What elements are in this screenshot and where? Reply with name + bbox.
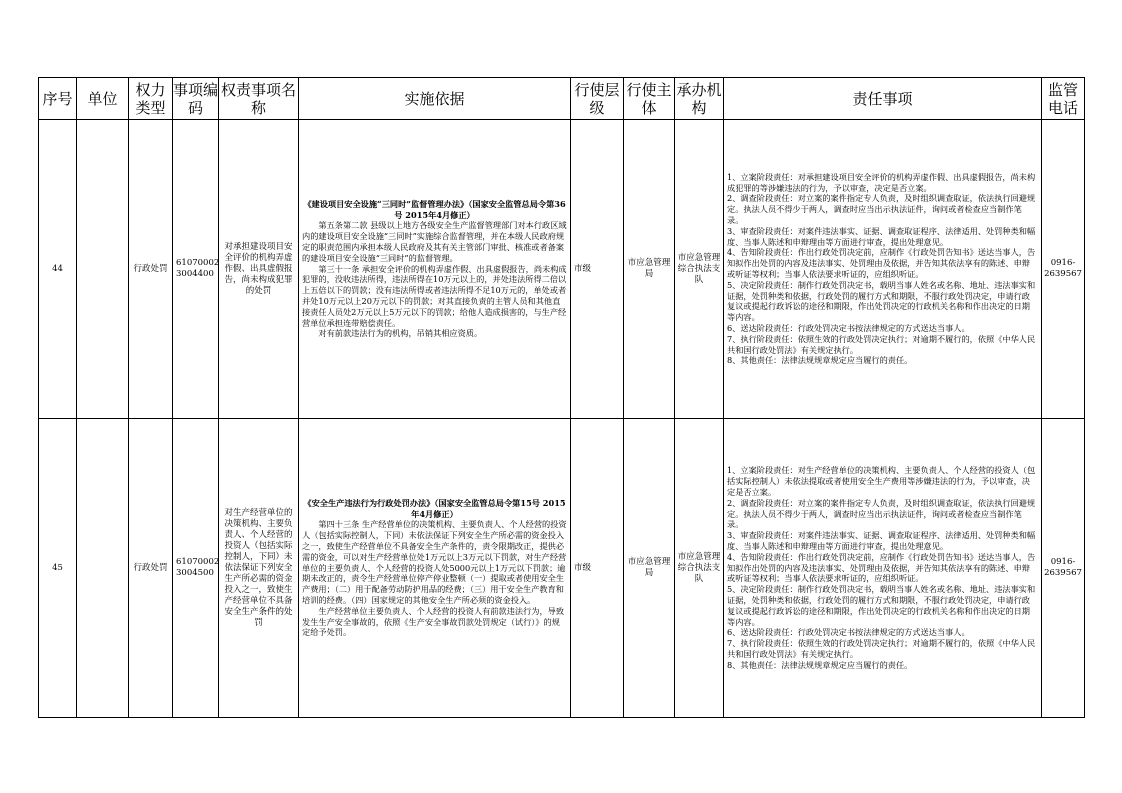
responsibility-item: 3、审查阶段责任：对案件违法事实、证据、调查取证程序、法律适用、处罚种类和幅度、当事人陈述和申辩理由等方面进行审查，提出处理意见。: [727, 225, 1036, 247]
header-code: 事项编码: [173, 78, 219, 120]
responsibility-item: 7、执行阶段责任：依照生效的行政处罚决定执行；对逾期不履行的，依照《中华人民共和国行政处罚法》有关规定执行。: [727, 333, 1036, 355]
header-power-type: 权力类型: [129, 78, 173, 120]
cell-seq: 44: [39, 120, 77, 419]
responsibility-item: 8、其他责任：法律法规规章规定应当履行的责任。: [727, 659, 913, 670]
basis-title: 《建设项目安全设施“三同时”监督管理办法》（国家安全监管总局令第36号 2015年4月修正）: [303, 198, 566, 220]
table-row: [39, 419, 1085, 718]
header-basis: 实施依据: [299, 78, 571, 120]
cell-phone: 0916-2639567: [1042, 419, 1085, 718]
header-item-name: 权责事项名称: [219, 78, 299, 120]
responsibility-item: 6、送达阶段责任：行政处罚决定书按法律规定的方式送达当事人。: [727, 322, 970, 333]
cell-seq: 45: [39, 419, 77, 718]
basis-paragraph: 第五条第二款 县级以上地方各级安全生产监督管理部门对本行政区域内的建设项目安全设施“三同时”实施综合监督管理，并在本级人民政府规定的职责范围内承担本级人民政府及其有关主管部门审批、核准或者备案的建设项目安全设施“三同时”的监督管理。: [302, 220, 567, 263]
cell-basis: [299, 120, 571, 419]
header-responsibility: 责任事项: [724, 78, 1042, 120]
responsibility-item: 4、告知阶段责任：作出行政处罚决定前，应制作《行政处罚告知书》送达当事人，告知拟作出处罚的内容及违法事实、处罚理由及依据，并告知其依法享有的陈述、申辩或听证等权利；当事人依法要求听证的，应组织听证。: [727, 551, 1036, 584]
header-subject: 行使主体: [624, 78, 675, 120]
cell-item-name: 对承担建设项目安全评价的机构弄虚作假、出具虚假报告，尚未构成犯罪的处罚: [219, 120, 299, 419]
cell-level: 市级: [571, 120, 624, 419]
cell-code: 61070002 3004400: [173, 120, 219, 419]
responsibility-item: 5、决定阶段责任：制作行政处罚决定书，载明当事人姓名或名称、地址、违法事实和证据，处罚种类和依据，行政处罚的履行方式和期限，不服行政处罚决定，申请行政复议或提起行政诉讼的途径和期限，作出处罚决定的行政机关名称和作出决定的日期等内容。: [727, 584, 1036, 627]
cell-responsibility: [724, 120, 1042, 419]
cell-subject: 市应急管理局: [624, 120, 675, 419]
basis-title: 《安全生产违法行为行政处罚办法》（国家安全监管总局令第15号 2015年4月修正）: [303, 497, 566, 519]
table-row: [39, 120, 1085, 419]
responsibility-item: 6、送达阶段责任：行政处罚决定书按法律规定的方式送达当事人。: [727, 627, 970, 638]
header-phone: 监管电话: [1042, 78, 1085, 120]
cell-unit: [77, 120, 129, 419]
header-seq: 序号: [39, 78, 77, 120]
responsibility-item: 2、调查阶段责任：对立案的案件指定专人负责，及时组织调查取证，依法执行回避规定。执法人员不得少于两人，调查时应当出示执法证件，询问或者检查应当制作笔录。: [727, 497, 1036, 530]
responsibility-item: 4、告知阶段责任：作出行政处罚决定前，应制作《行政处罚告知书》送达当事人，告知拟作出处罚的内容及违法事实、处罚理由及依据，并告知其依法享有的陈述、申辩或听证等权利；当事人依法要求听证的，应组织听证。: [727, 247, 1036, 279]
responsibility-item: 2、调查阶段责任：对立案的案件指定专人负责，及时组织调查取证，依法执行回避规定。执法人员不得少于两人，调查时应当出示执法证件，询问或者检查应当制作笔录。: [727, 193, 1036, 226]
cell-item-name: 对生产经营单位的决策机构、主要负责人、个人经营的投资人（包括实际控制人，下同）未依法保证下列安全生产所必需的资金投入之一，致使生产经营单位不具备安全生产条件的处罚: [219, 419, 299, 718]
cell-basis: [299, 419, 571, 718]
responsibility-item: 5、决定阶段责任：制作行政处罚决定书，载明当事人姓名或名称、地址、违法事实和证据，处罚种类和依据，行政处罚的履行方式和期限，不服行政处罚决定，申请行政复议或提起行政诉讼的途径和期限，作出处罚决定的行政机关名称和作出决定的日期等内容。: [727, 279, 1036, 323]
cell-power-type: 行政处罚: [129, 419, 173, 718]
header-unit: 单位: [77, 78, 129, 120]
cell-unit: [77, 419, 129, 718]
cell-power-type: 行政处罚: [129, 120, 173, 419]
basis-paragraph: 第三十一条 承担安全评价的机构弄虚作假、出具虚假报告，尚未构成犯罪的，没收违法所得，违法所得在10万元以上的，并处违法所得二倍以上五倍以下的罚款；没有违法所得或者违法所得不足10万元的，单处或者并处10万元以上20万元以下的罚款；对其直接负责的主管人员和其他直接责任人员处2万元以上5万元以下的罚款；给他人造成损害的，与生产经营单位承担连带赔偿责任。: [302, 263, 567, 328]
cell-subject: 市应急管理局: [624, 419, 675, 718]
basis-paragraph: 生产经营单位主要负责人、个人经营的投资人有前款违法行为，导致发生生产安全事故的，依照《生产安全事故罚款处罚规定（试行）》的规定给予处罚。: [302, 605, 565, 638]
responsibility-item: 7、执行阶段责任：依照生效的行政处罚决定执行；对逾期不履行的，依照《中华人民共和国行政处罚法》有关规定执行。: [727, 638, 1036, 659]
cell-level: 市级: [571, 419, 624, 718]
cell-agency: 市应急管理综合执法支队: [675, 419, 724, 718]
responsibility-item: 1、立案阶段责任：对承担建设项目安全评价的机构弄虚作假、出具虚假报告，尚未构成犯罪的等涉嫌违法的行为，予以审查，决定是否立案。: [727, 171, 1036, 193]
header-row: [39, 78, 1085, 120]
header-level: 行使层级: [571, 78, 624, 120]
basis-paragraph: 对有前款违法行为的机构，吊销其相应资质。: [318, 328, 483, 339]
basis-paragraph: 第四十三条 生产经营单位的决策机构、主要负责人、个人经营的投资人（包括实际控制人，下同）未依法保证下列安全生产所必需的资金投入之一，致使生产经营单位不具备安全生产条件的，责令限期改正，提供必需的资金，可以对生产经营单位处1万元以上3万元以下罚款，对生产经营单位的主要负责人、个人经营的投资人处5000元以上1万元以下罚款；逾期未改正的，责令生产经营单位停产停业整顿（一）提取或者使用安全生产费用；（二）用于配备劳动防护用品的经费；（三）用于安全生产教育和培训的经费。（四）国家规定的其他安全生产所必须的资金投入。: [302, 519, 567, 605]
responsibility-item: 1、立案阶段责任：对生产经营单位的决策机构、主要负责人、个人经营的投资人（包括实际控制人）未依法提取或者使用安全生产费用等涉嫌违法的行为，予以审查，决定是否立案。: [727, 465, 1036, 498]
cell-code: 61070002 3004500: [173, 419, 219, 718]
responsibility-item: 3、审查阶段责任：对案件违法事实、证据、调查取证程序、法律适用、处罚种类和幅度、当事人陈述和申辩理由等方面进行审查，提出处理意见。: [727, 530, 1036, 551]
cell-responsibility: [724, 419, 1042, 718]
header-agency: 承办机构: [675, 78, 724, 120]
responsibility-item: 8、其他责任：法律法规规章规定应当履行的责任。: [727, 355, 913, 366]
cell-agency: 市应急管理综合执法支队: [675, 120, 724, 419]
responsibility-table: [38, 77, 1085, 718]
cell-phone: 0916-2639567: [1042, 120, 1085, 419]
